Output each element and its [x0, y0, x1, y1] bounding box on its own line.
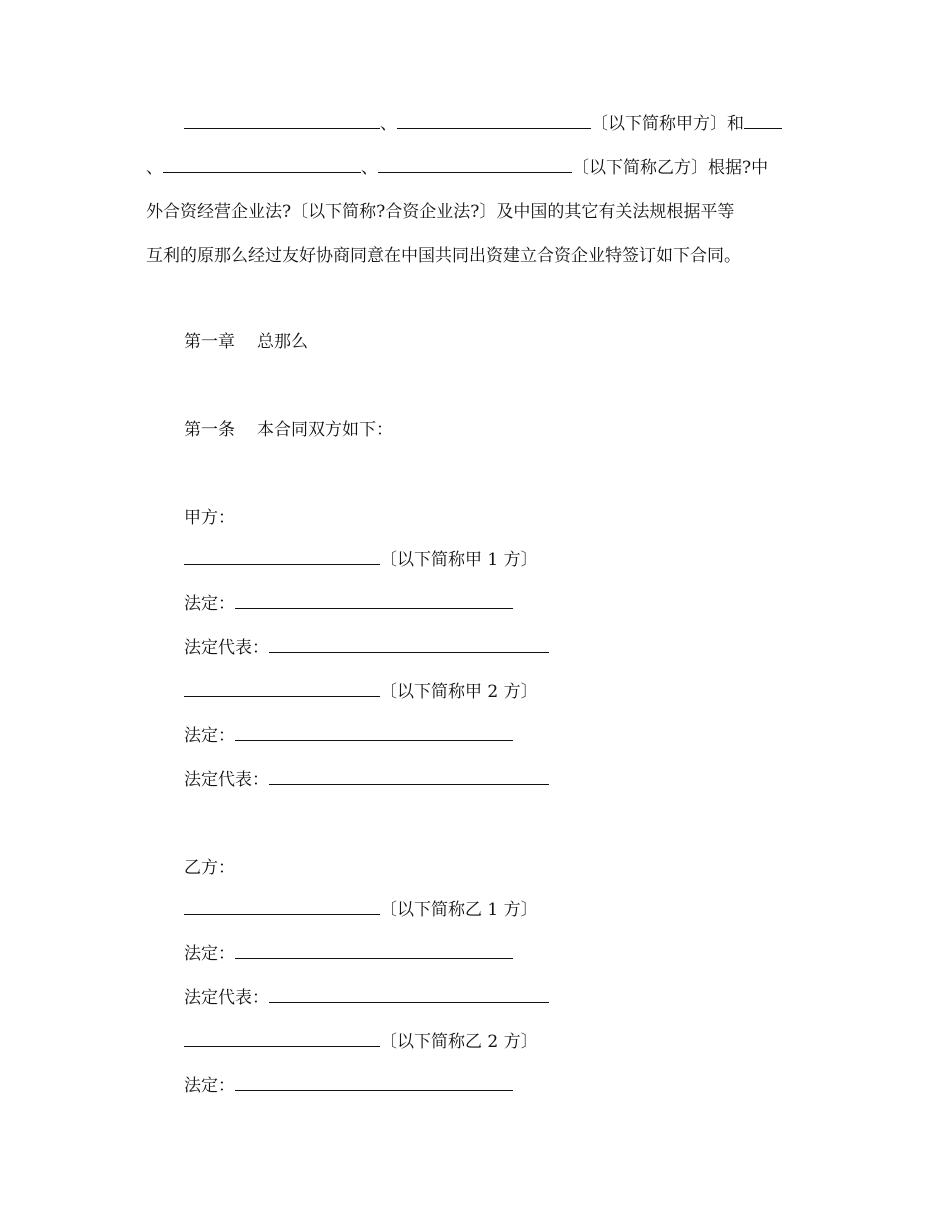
party-a2-name-field[interactable]	[184, 680, 380, 697]
intro-line-3: 外合资经营企业法?〔以下简称?合资企业法?〕及中国的其它有关法规根据平等	[146, 202, 735, 222]
intro-line-4: 互利的原那么经过友好协商同意在中国共同出资建立合资企业特签订如下合同。	[146, 246, 741, 266]
party-a2-suffix: 〔以下简称甲 2 方〕	[380, 682, 538, 702]
party-a2-legal-line	[184, 724, 513, 748]
chapter-title: 总那么	[257, 332, 308, 352]
party-b2-suffix: 〔以下简称乙 2 方〕	[380, 1032, 538, 1052]
party-b1-rep-field[interactable]	[269, 986, 549, 1003]
article-heading	[184, 418, 393, 442]
party-a2-rep-line	[184, 768, 549, 792]
separator: 、	[361, 158, 378, 178]
party-b1-suffix: 〔以下简称乙 1 方〕	[380, 900, 538, 920]
party-a2-legal-label: 法定：	[184, 726, 235, 746]
party-b1-rep-line	[184, 986, 549, 1010]
chapter-heading	[184, 330, 308, 354]
party-b1-legal-line	[184, 942, 513, 966]
separator: 、	[146, 158, 163, 178]
party-b2-legal-label: 法定：	[184, 1076, 235, 1096]
party-a1-suffix: 〔以下简称甲 1 方〕	[380, 550, 538, 570]
intro-party-b-suffix: 〔以下简称乙方〕根据?中	[572, 158, 769, 178]
separator: 、	[380, 114, 397, 134]
chapter-number: 第一章	[184, 332, 235, 352]
party-a2-legal-field[interactable]	[235, 724, 513, 741]
party-a1-rep-line	[184, 636, 549, 660]
party-a-heading: 甲方：	[184, 508, 235, 528]
party-a1-legal-line	[184, 592, 513, 616]
party-b1-rep-label: 法定代表：	[184, 988, 269, 1008]
party-b2-name-field[interactable]	[184, 1030, 380, 1047]
party-a1-rep-field[interactable]	[269, 636, 549, 653]
party-a2-rep-label: 法定代表：	[184, 770, 269, 790]
article-number: 第一条	[184, 420, 235, 440]
party-b1-legal-field[interactable]	[235, 942, 513, 959]
party-b1-name-line	[184, 898, 538, 922]
party-a2-name-blank[interactable]	[397, 112, 591, 129]
party-a2-rep-field[interactable]	[269, 768, 549, 785]
party-b-heading: 乙方：	[184, 858, 235, 878]
party-a2-name-line	[184, 680, 538, 704]
party-a1-name-field[interactable]	[184, 548, 380, 565]
intro-line-2	[146, 156, 768, 180]
party-a1-legal-field[interactable]	[235, 592, 513, 609]
party-b2-legal-line	[184, 1074, 513, 1098]
party-a1-name-line	[184, 548, 538, 572]
intro-party-a-suffix: 〔以下简称甲方〕和	[591, 114, 744, 134]
party-a1-name-blank[interactable]	[184, 112, 380, 129]
party-a1-legal-label: 法定：	[184, 594, 235, 614]
party-b2-name-line	[184, 1030, 538, 1054]
party-b-start-blank[interactable]	[744, 112, 782, 129]
party-b1-name-field[interactable]	[184, 898, 380, 915]
party-b2-name-blank[interactable]	[378, 156, 572, 173]
party-b1-name-blank[interactable]	[163, 156, 361, 173]
party-b1-legal-label: 法定：	[184, 944, 235, 964]
article-text: 本合同双方如下：	[257, 420, 393, 440]
party-a1-rep-label: 法定代表：	[184, 638, 269, 658]
intro-line-1	[184, 112, 782, 136]
party-b2-legal-field[interactable]	[235, 1074, 513, 1091]
